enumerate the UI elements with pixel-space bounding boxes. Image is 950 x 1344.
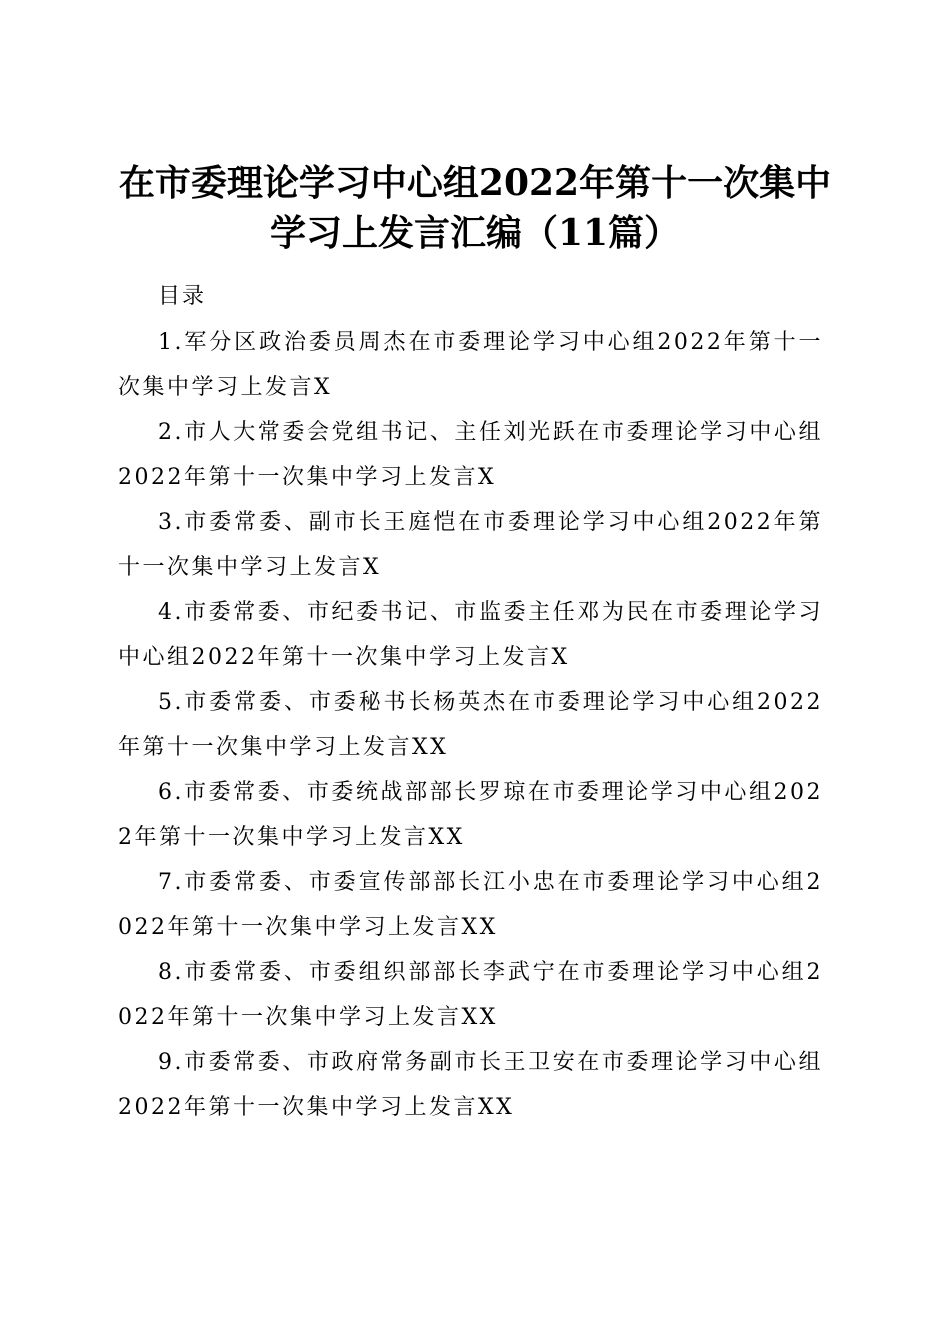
toc-item-1: 1.军分区政治委员周杰在市委理论学习中心组2022年第十一次集中学习上发言X: [118, 330, 823, 400]
toc-item-7: 7.市委常委、市委宣传部部长江小忠在市委理论学习中心组2022年第十一次集中学习上发言XX: [118, 870, 823, 940]
toc-item-4: 4.市委常委、市纪委书记、市监委主任邓为民在市委理论学习中心组2022年第十一次集中学习上发言X: [118, 600, 823, 670]
toc-list: [118, 320, 823, 1130]
toc-item-8: 8.市委常委、市委组织部部长李武宁在市委理论学习中心组2022年第十一次集中学习上发言XX: [118, 960, 823, 1030]
toc-item-5: 5.市委常委、市委秘书长杨英杰在市委理论学习中心组2022年第十一次集中学习上发言XX: [118, 690, 823, 760]
title-line-2: 学习上发言汇编（11篇）: [269, 212, 681, 255]
toc-item-3: 3.市委常委、副市长王庭恺在市委理论学习中心组2022年第十一次集中学习上发言X: [118, 510, 823, 580]
toc-item-2: 2.市人大常委会党组书记、主任刘光跃在市委理论学习中心组2022年第十一次集中学习上发言X: [118, 420, 823, 490]
title-line-1: 在市委理论学习中心组2022年第十一次集中: [118, 162, 832, 205]
toc-item-9: 9.市委常委、市政府常务副市长王卫安在市委理论学习中心组2022年第十一次集中学习上发言XX: [118, 1050, 823, 1120]
document-title: [0, 158, 950, 258]
toc-item-6: 6.市委常委、市委统战部部长罗琼在市委理论学习中心组2022年第十一次集中学习上发言XX: [118, 780, 823, 850]
toc-heading: 目录: [158, 284, 207, 309]
